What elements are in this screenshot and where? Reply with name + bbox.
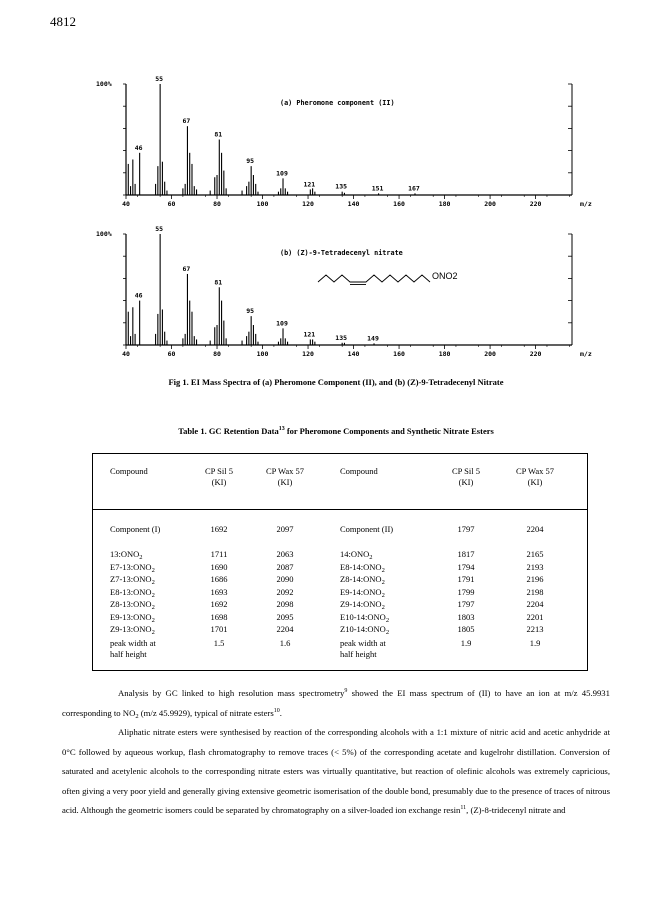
table-cell-compound-left: $E9-13:ONO_2$	[110, 611, 155, 624]
x-tick-label: 160	[393, 350, 405, 358]
table-cell-wax-left: 2092	[276, 586, 294, 597]
table-cell-wax-right: 2213	[526, 624, 544, 634]
table-cell-wax-left: 2098	[276, 599, 294, 609]
mass-spectrum-a	[0, 72, 672, 220]
table-cell-sil-left: 1711	[210, 549, 228, 559]
spectrum-title: (b) (Z)-9-Tetradecenyl nitrate	[280, 249, 403, 257]
page-number: 4812	[50, 14, 76, 29]
peak-label: 95	[246, 307, 255, 316]
table-cell-compound-left: $Z8-13:ONO_2$	[110, 599, 155, 611]
x-unit-label: m/z	[580, 350, 592, 358]
table-cell-wax-right: 2204	[526, 599, 544, 609]
x-tick-label: 40	[122, 200, 130, 208]
table-cell-compound-right: $Z10-14:ONO_2$	[340, 624, 390, 636]
x-tick-label: 160	[393, 200, 405, 208]
peak-width-label-left: peak width at half height	[110, 638, 156, 659]
table-cell-compound-left: $Z9-13:ONO_2$	[110, 624, 155, 636]
table-cell-sil-left: 1701	[210, 624, 228, 634]
header-compound-right: Compound	[340, 466, 378, 476]
peak-label: 121	[303, 180, 316, 189]
table-cell-compound-right: $Z8-14:ONO_2$	[340, 574, 385, 586]
table-cell-sil-right: 1803	[457, 611, 475, 622]
table-cell-compound-left: $Z7-13:ONO_2$	[110, 574, 155, 586]
x-tick-label: 120	[302, 350, 314, 358]
x-tick-label: 220	[529, 200, 542, 208]
x-tick-label: 140	[347, 350, 360, 358]
table-cell-sil-right: 1805	[457, 624, 475, 634]
chain-structure	[318, 275, 430, 282]
table-cell-sil-right: 1797	[457, 599, 475, 609]
x-tick-label: 180	[438, 350, 451, 358]
table-cell-compound-right: $E9-14:ONO_2$	[340, 586, 385, 599]
x-tick-label: 60	[167, 350, 176, 358]
peak-label: 109	[276, 169, 288, 178]
header-cpsil5-right: CP Sil 5 (KI)	[451, 466, 481, 487]
table-cell-sil-right: 1799	[457, 586, 475, 597]
table-cell-sil-left: 1698	[210, 611, 228, 622]
peak-label: 55	[155, 225, 164, 233]
gc-retention-table	[92, 453, 588, 671]
mass-spectrum-b	[0, 222, 672, 370]
x-tick-label: 80	[213, 200, 221, 208]
x-tick-label: 100	[256, 350, 269, 358]
table-cell-wax-left: 2095	[276, 611, 294, 622]
header-cpwax57-right: CP Wax 57 (KI)	[515, 466, 555, 487]
figure-caption: Fig 1. EI Mass Spectra of (a) Pheromone Component (II), and (b) (Z)-9-Tetradecenyl Nitrate	[168, 377, 504, 387]
peak-width-sil-left: 1.5	[213, 638, 225, 648]
ref-sil-left: 1692	[210, 524, 228, 534]
table-caption: Table 1. GC Retention Data$^{13}$ for Pheromone Components and Synthetic Nitrate Esters	[178, 426, 494, 436]
header-cpwax57-left: CP Wax 57 (KI)	[265, 466, 305, 487]
x-tick-label: 200	[484, 350, 496, 358]
table-cell-wax-right: 2165	[526, 549, 544, 559]
table-cell-wax-left: 2090	[276, 574, 294, 584]
table-cell-wax-left: 2063	[276, 549, 294, 559]
x-tick-label: 80	[213, 350, 221, 358]
y-top-label: 100%	[96, 230, 112, 238]
ref-compound-left: Component (I)	[110, 524, 161, 534]
peak-label: 67	[182, 117, 191, 126]
table-cell-wax-right: 2193	[526, 561, 544, 572]
table-cell-wax-right: 2198	[526, 586, 544, 597]
x-tick-label: 140	[347, 200, 360, 208]
x-tick-label: 100	[256, 200, 269, 208]
table-cell-compound-right: $14:ONO_2$	[340, 549, 373, 561]
structure-label: ONO2	[432, 271, 458, 281]
peak-label: 95	[246, 157, 255, 166]
peak-label: 46	[134, 291, 143, 300]
spectrum-title: (a) Pheromone component (II)	[280, 99, 395, 107]
table-cell-wax-right: 2201	[526, 611, 544, 622]
peak-width-label-right: peak width at half height	[340, 638, 386, 659]
ref-wax-right: 2204	[526, 524, 544, 534]
peak-width-sil-right: 1.9	[460, 638, 472, 648]
header-compound-left: Compound	[110, 466, 148, 476]
peak-width-wax-left: 1.6	[279, 638, 291, 648]
table-cell-compound-right: $Z9-14:ONO_2$	[340, 599, 385, 611]
table-cell-compound-right: $E10-14:ONO_2$	[340, 611, 390, 624]
peak-label: 167	[408, 184, 420, 193]
table-cell-wax-left: 2087	[276, 561, 294, 572]
ref-wax-left: 2097	[276, 524, 294, 534]
x-tick-label: 120	[302, 200, 314, 208]
peak-label: 109	[276, 319, 288, 328]
body-text	[62, 684, 610, 821]
table-cell-wax-left: 2204	[276, 624, 294, 634]
table-cell-compound-left: $E8-13:ONO_2$	[110, 586, 155, 599]
y-top-label: 100%	[96, 80, 112, 88]
peak-label: 149	[367, 334, 379, 343]
peak-label: 46	[134, 143, 143, 152]
x-tick-label: 180	[438, 200, 451, 208]
ref-compound-right: Component (II)	[340, 524, 394, 534]
peak-width-wax-right: 1.9	[529, 638, 541, 648]
peak-label: 121	[303, 330, 316, 339]
peak-label: 55	[155, 75, 164, 83]
peak-label: 135	[335, 333, 348, 342]
peak-label: 81	[214, 130, 223, 139]
table-cell-compound-right: $E8-14:ONO_2$	[340, 561, 385, 574]
table-cell-sil-right: 1817	[457, 549, 475, 559]
x-tick-label: 220	[529, 350, 542, 358]
table-cell-sil-right: 1794	[457, 561, 475, 572]
table-cell-sil-right: 1791	[457, 574, 475, 584]
table-rule	[93, 509, 587, 510]
x-unit-label: m/z	[580, 200, 592, 208]
peak-label: 135	[335, 182, 348, 191]
peak-label: 81	[214, 278, 223, 287]
table-cell-compound-left: $E7-13:ONO_2$	[110, 561, 155, 574]
peak-label: 151	[371, 184, 384, 193]
peak-label: 67	[182, 264, 191, 273]
table-cell-compound-left: $13:ONO_2$	[110, 549, 143, 561]
table-cell-wax-right: 2196	[526, 574, 544, 584]
paragraph-1: Analysis by GC linked to high resolution mass spectrometry$^9$ showed the EI mass spectrum of (II) to have an ion at m/z 45.9931 corresponding to $NO_2$ (m/z 45.9929), typical of nitrate esters$^{10}$.	[62, 688, 610, 720]
x-tick-label: 200	[484, 200, 496, 208]
paragraph-2: Aliphatic nitrate esters were synthesised by reaction of the corresponding alcohols with a 1:1 mixture of nitric acid and acetic anhydride at 0°C followed by aqueous workup, flash chromatography to remove traces (< 5%) of the corresponding acetate and kugelrohr distillation. Conversion of saturated and acetylenic alcohols to the corresponding nitrate esters was virtually quantitative, but reaction of olefinic alcohols was extremely capricious, often giving a very poor yield and generally giving extensive geometric isomerisation of the double bond, presumably due to the presence of traces of nitrous acid. Although the geometric isomers could be separated by chromatography on a silver-loaded ion exchange resin$^{11}$, (Z)-8-tridecenyl nitrate and	[62, 727, 610, 815]
table-cell-sil-left: 1686	[210, 574, 228, 584]
x-tick-label: 60	[167, 200, 176, 208]
table-cell-sil-left: 1690	[210, 561, 228, 572]
table-cell-sil-left: 1692	[210, 599, 228, 609]
x-tick-label: 40	[122, 350, 130, 358]
ref-sil-right: 1797	[457, 524, 475, 534]
header-cpsil5-left: CP Sil 5 (KI)	[204, 466, 234, 487]
table-cell-sil-left: 1693	[210, 586, 228, 597]
